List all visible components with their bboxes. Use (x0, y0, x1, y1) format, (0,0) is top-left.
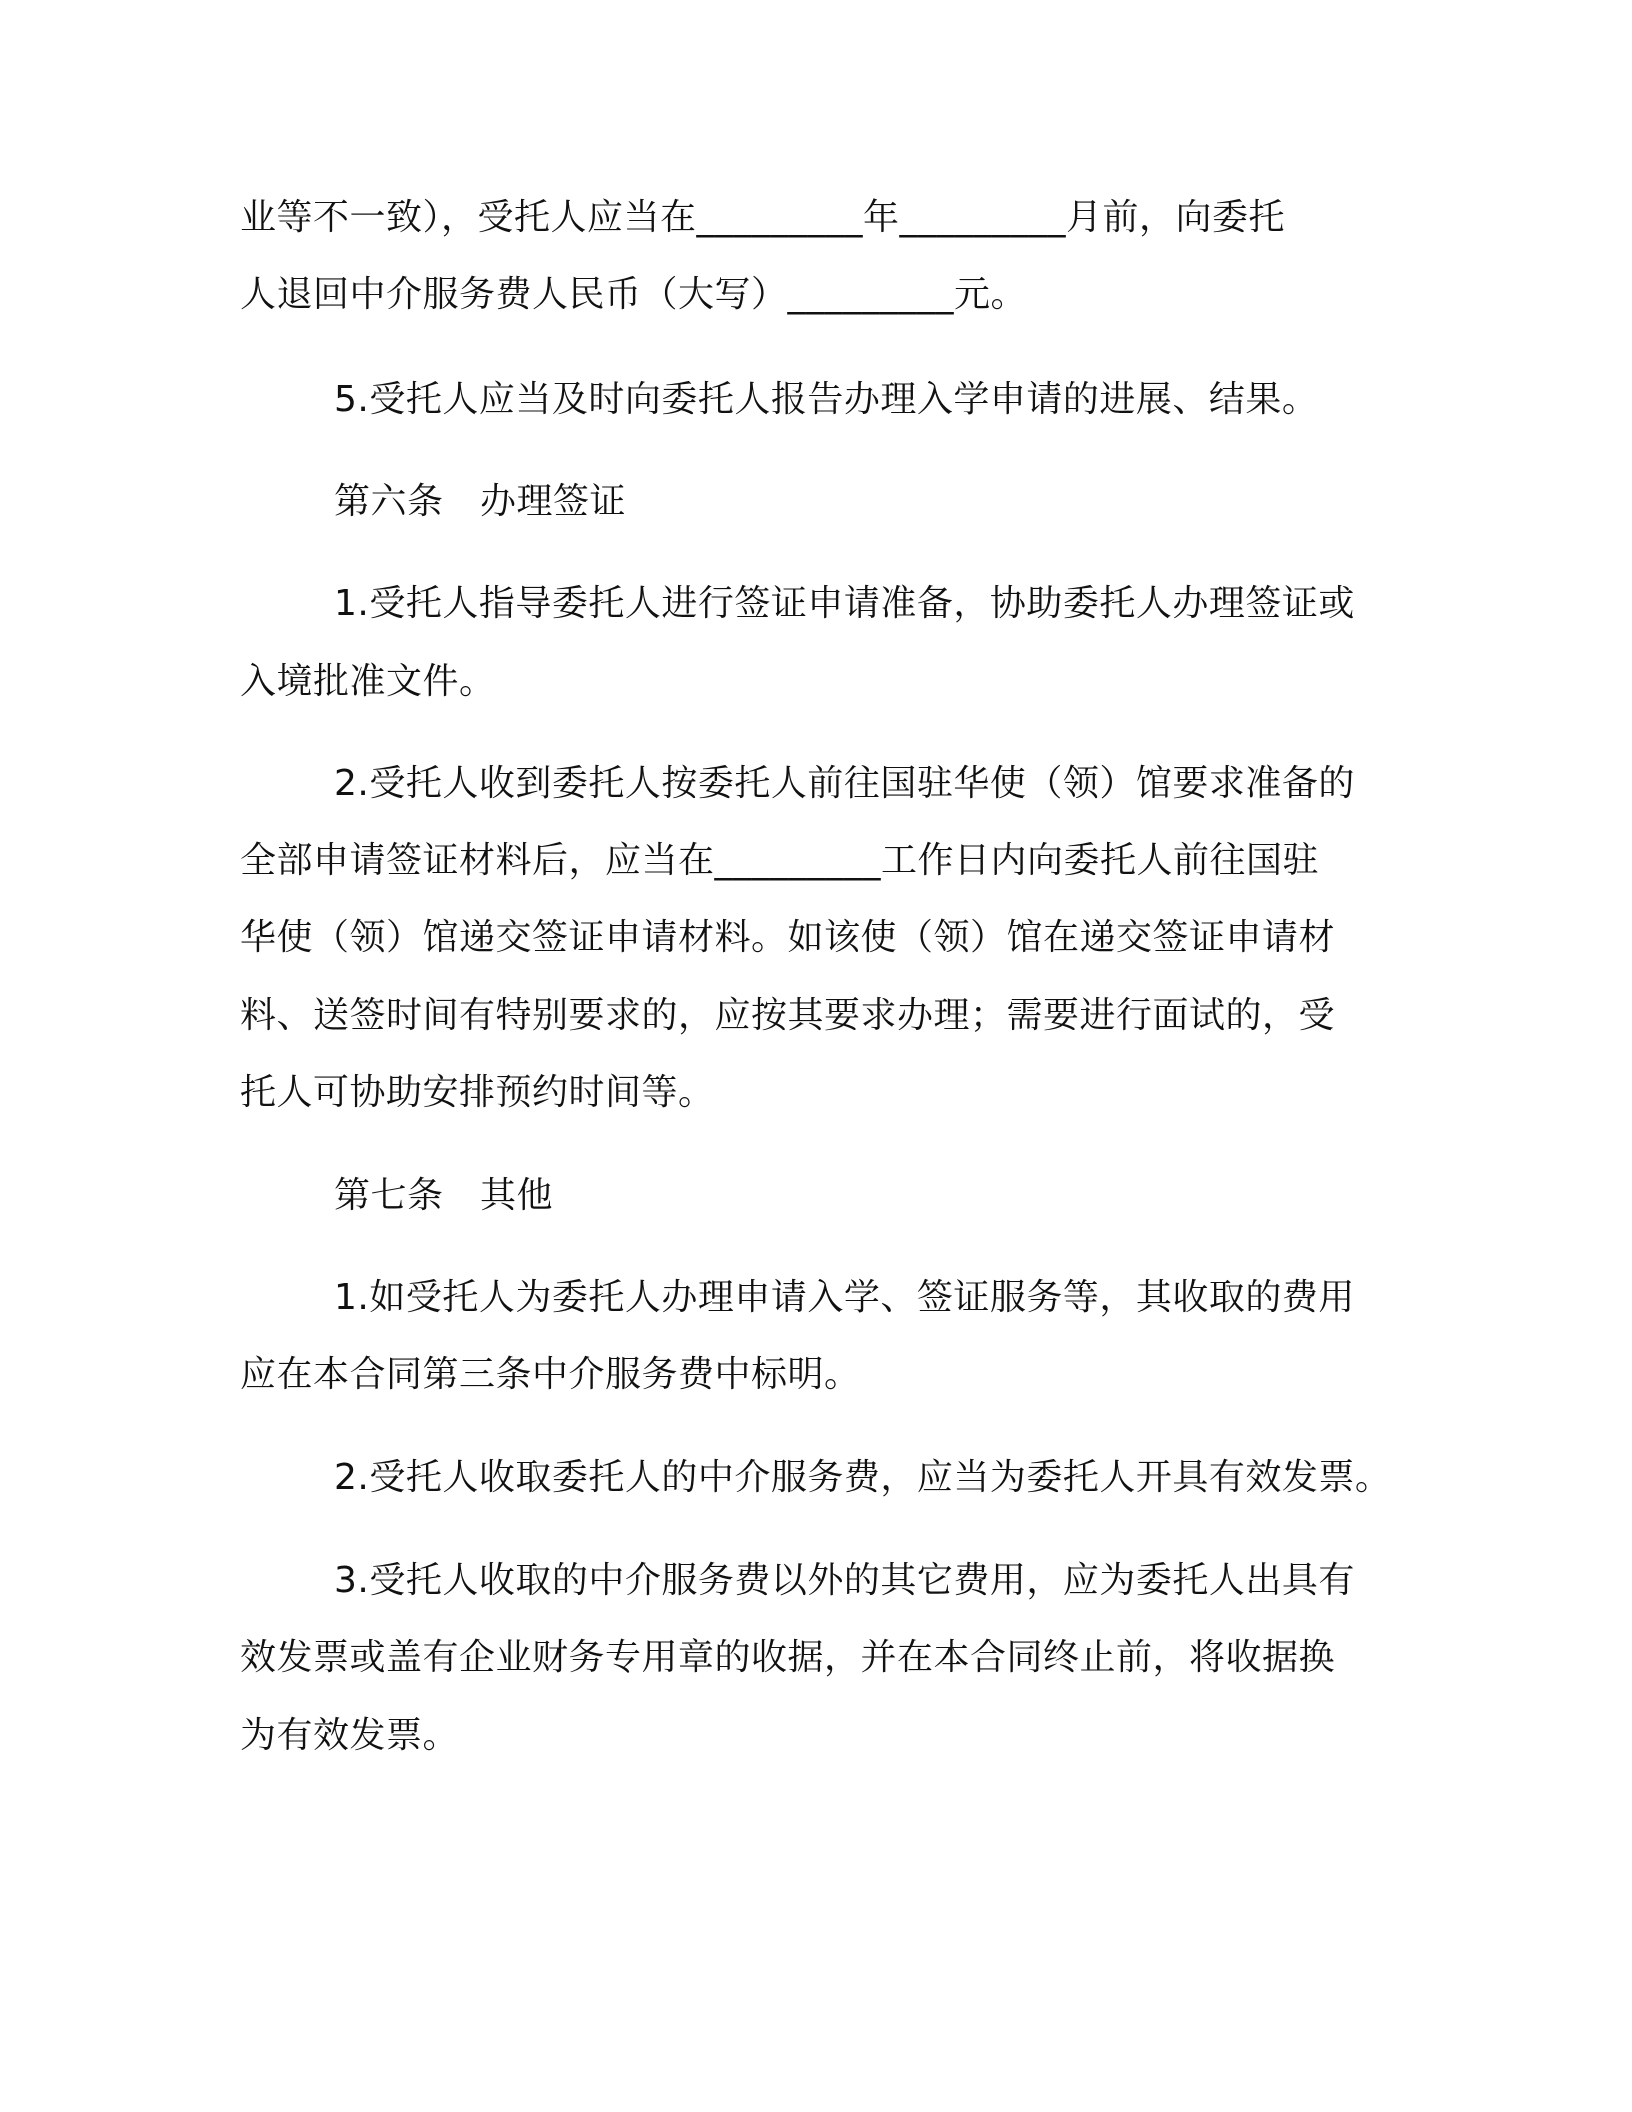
text-line: 2.受托人收到委托人按委托人前往国驻华使（领）馆要求准备的 (334, 763, 1355, 804)
text-line: 1.如受托人为委托人办理申请入学、签证服务等，其收取的费用 (334, 1277, 1355, 1318)
text-line: 应在本合同第三条中介服务费中标明。 (240, 1354, 861, 1395)
text-line: 业等不一致），受托人应当在_________年_________月前，向委托 (240, 197, 1286, 238)
text-line: 入境批准文件。 (240, 661, 496, 702)
text-line: 华使（领）馆递交签证申请材料。如该使（领）馆在递交签证申请材 (240, 917, 1336, 958)
section-heading: 第七条 其他 (334, 1175, 554, 1216)
text-line: 效发票或盖有企业财务专用章的收据，并在本合同终止前，将收据换 (240, 1637, 1336, 1678)
text-line: 托人可协助安排预约时间等。 (240, 1072, 715, 1113)
text-line: 全部申请签证材料后，应当在_________工作日内向委托人前往国驻 (240, 840, 1320, 881)
section-heading: 第六条 办理签证 (334, 481, 627, 522)
text-line: 5.受托人应当及时向委托人报告办理入学申请的进展、结果。 (334, 379, 1319, 420)
text-line: 2.受托人收取委托人的中介服务费，应当为委托人开具有效发票。 (334, 1457, 1392, 1498)
text-line: 人退回中介服务费人民币（大写）_________元。 (240, 274, 1028, 315)
text-line: 为有效发票。 (240, 1715, 460, 1756)
text-line: 1.受托人指导委托人进行签证申请准备，协助委托人办理签证或 (334, 583, 1355, 624)
text-line: 3.受托人收取的中介服务费以外的其它费用，应为委托人出具有 (334, 1560, 1355, 1601)
text-line: 料、送签时间有特别要求的，应按其要求办理；需要进行面试的，受 (240, 995, 1336, 1036)
